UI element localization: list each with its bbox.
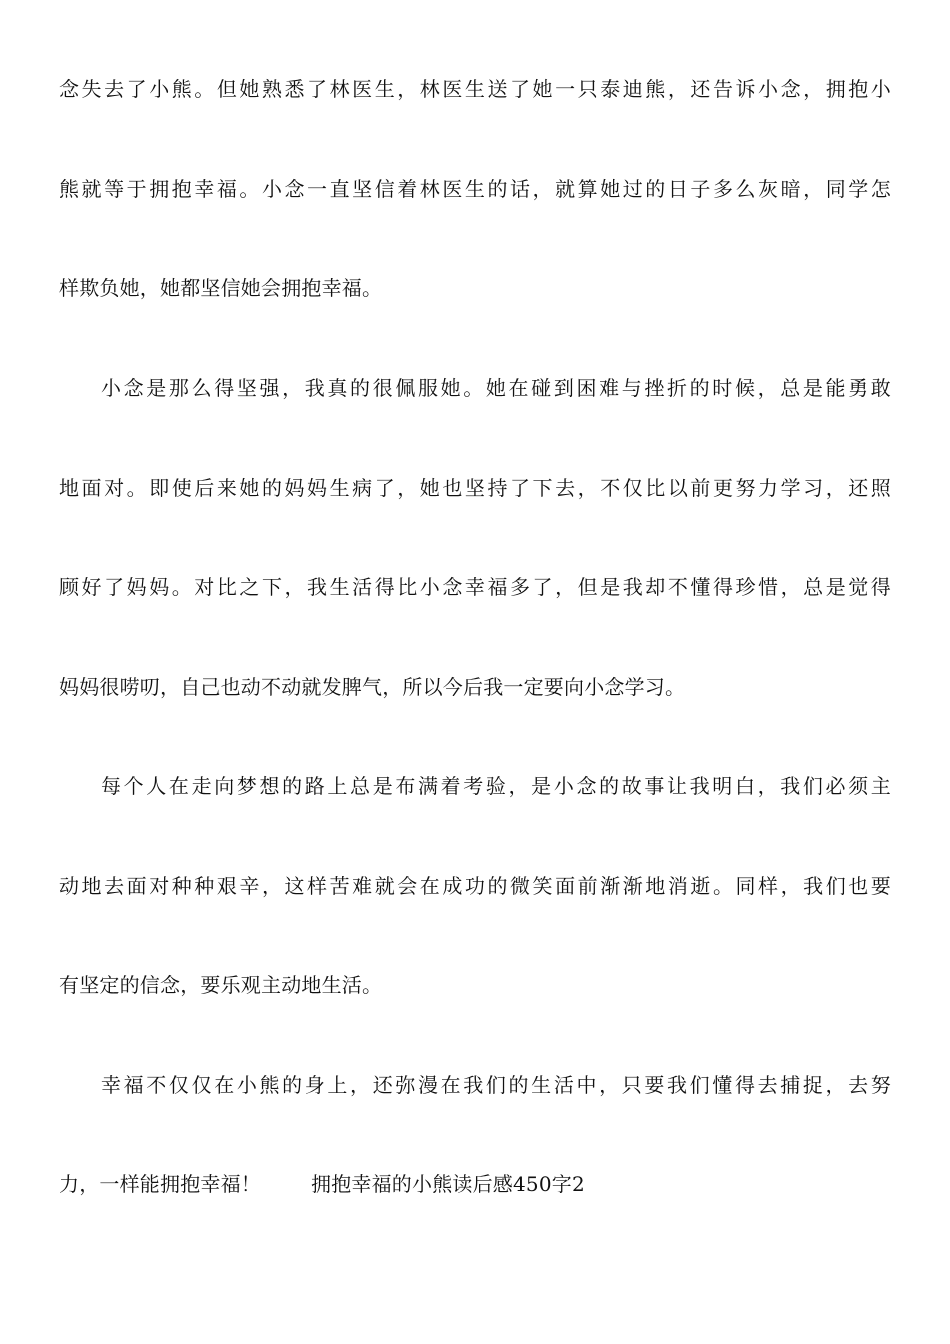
paragraph-1-line-2: 熊就等于拥抱幸福。小念一直坚信着林医生的话，就算她过的日子多么灰暗，同学怎 [59, 177, 891, 201]
paragraph-2-line-3: 顾好了妈妈。对比之下，我生活得比小念幸福多了，但是我却不懂得珍惜，总是觉得 [59, 575, 891, 599]
paragraph-4-line-2 [59, 1169, 891, 1199]
paragraph-3-line-1: 每个人在走向梦想的路上总是布满着考验，是小念的故事让我明白，我们必须主 [101, 774, 891, 798]
paragraph-2-line-1: 小念是那么得坚强，我真的很佩服她。她在碰到困难与挫折的时候，总是能勇敢 [101, 376, 891, 400]
paragraph-2-line-2: 地面对。即使后来她的妈妈生病了，她也坚持了下去，不仅比以前更努力学习，还照 [59, 476, 891, 500]
paragraph-4-line-1: 幸福不仅仅在小熊的身上，还弥漫在我们的生活中，只要我们懂得去捕捉，去努 [101, 1073, 891, 1097]
paragraph-3-line-3: 有坚定的信念，要乐观主动地生活。 [59, 973, 383, 997]
closing-sentence: 力，一样能拥抱幸福！ [59, 1172, 261, 1196]
paragraph-1-line-3: 样欺负她，她都坚信她会拥抱幸福。 [59, 276, 383, 300]
paragraph-1-line-1: 念失去了小熊。但她熟悉了林医生，林医生送了她一只泰迪熊，还告诉小念，拥抱小 [59, 77, 891, 101]
paragraph-2-line-4: 妈妈很唠叨，自己也动不动就发脾气，所以今后我一定要向小念学习。 [59, 675, 686, 699]
paragraph-3-line-2: 动地去面对种种艰辛，这样苦难就会在成功的微笑面前渐渐地消逝。同样，我们也要 [59, 874, 891, 898]
essay-title: 拥抱幸福的小熊读后感450字2 [311, 1172, 585, 1196]
